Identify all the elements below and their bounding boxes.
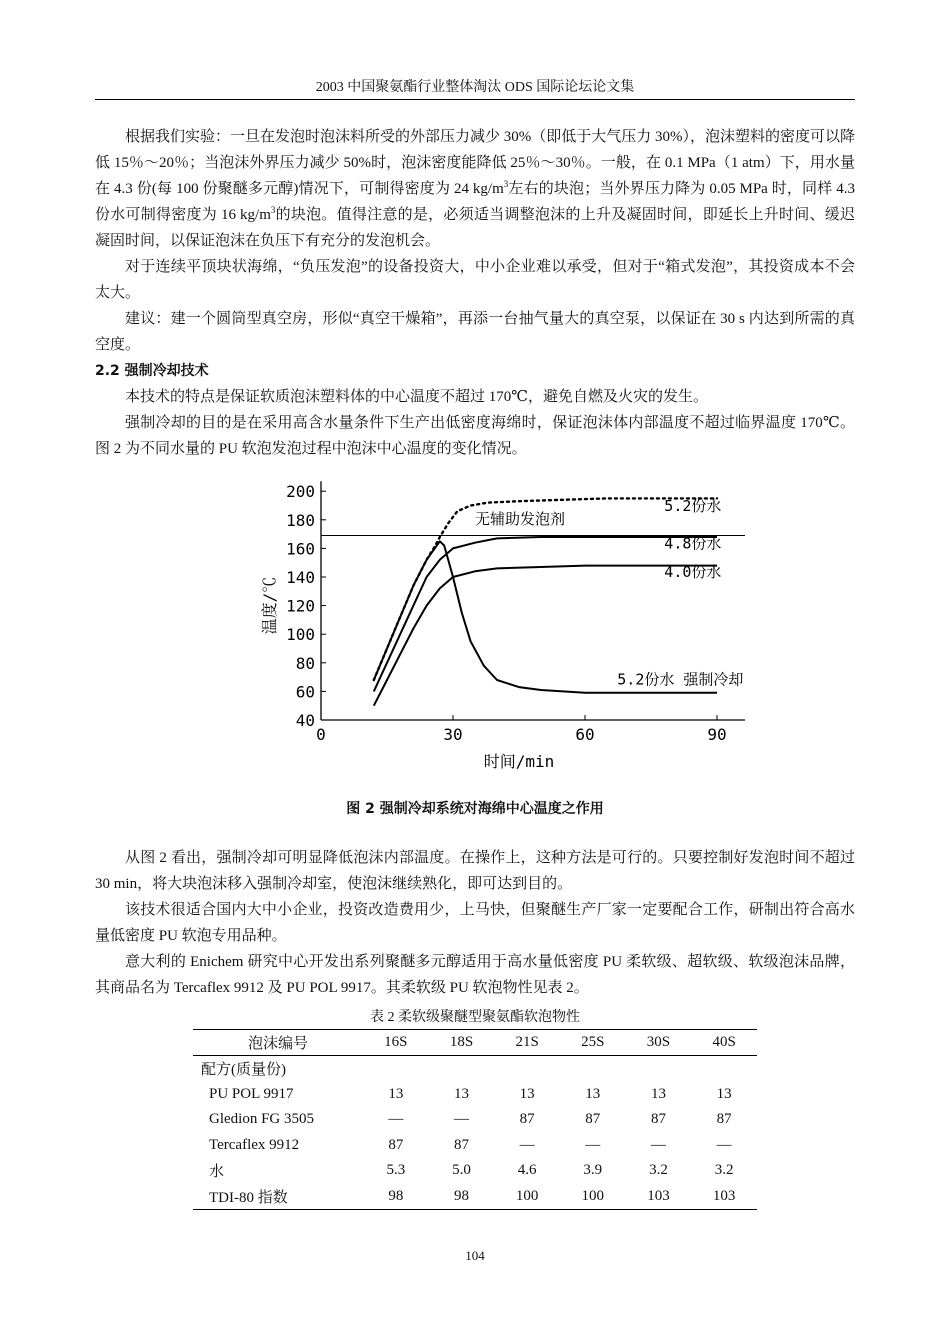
figure-caption: 图 2 强制冷却系统对海绵中心温度之作用 bbox=[346, 801, 604, 817]
table-cell: 98 bbox=[363, 1184, 429, 1210]
paragraph-4: 本技术的特点是保证软质泡沫塑料体的中心温度不超过 170℃，避免自燃及火灾的发生。 bbox=[125, 389, 709, 405]
table-cell: 103 bbox=[626, 1184, 692, 1210]
row-label: Gledion FG 3505 bbox=[209, 1111, 314, 1128]
paragraph-2: 对于连续平顶块状海绵，“负压发泡”的设备投资大，中小企业难以承受，但对于“箱式发泡”，其投资成本不会太大。 bbox=[95, 259, 855, 301]
table-cell: 3.2 bbox=[649, 1162, 668, 1179]
table-cell: 87 bbox=[650, 1111, 666, 1128]
header-cell: 16S bbox=[363, 1030, 429, 1056]
table-cell: 103 bbox=[691, 1184, 757, 1210]
body-text-bottom bbox=[95, 845, 855, 1001]
header-cell: 21S bbox=[494, 1030, 560, 1056]
table-header-row bbox=[193, 1030, 757, 1056]
y-tick-label: 100 bbox=[286, 625, 315, 645]
page-number: 104 bbox=[465, 1248, 485, 1263]
y-axis-label: 温度/℃ bbox=[260, 576, 279, 635]
table-cell: 13 bbox=[716, 1085, 732, 1102]
table-cell: 13 bbox=[585, 1085, 601, 1102]
x-tick-label: 30 bbox=[443, 725, 463, 744]
header-cell: 30S bbox=[626, 1030, 692, 1056]
table-cell: 87 bbox=[519, 1111, 535, 1128]
section-heading: 2.2 强制冷却技术 bbox=[95, 363, 209, 379]
table-cell: 87 bbox=[453, 1136, 469, 1153]
y-tick-label: 180 bbox=[286, 510, 315, 530]
table-caption: 表 2 柔软级聚醚型聚氨酯软泡物性 bbox=[370, 1010, 580, 1025]
series-annotation: 5.2份水 bbox=[664, 497, 722, 516]
series-line-2 bbox=[374, 537, 717, 691]
table-cell: 87 bbox=[585, 1111, 601, 1128]
table-cell: 13 bbox=[650, 1085, 666, 1102]
series-annotation: 4.0份水 bbox=[664, 563, 722, 581]
table-cell: 98 bbox=[429, 1184, 495, 1210]
table-cell: 5.0 bbox=[452, 1162, 471, 1179]
running-header: 2003 中国聚氨酯行业整体淘汰 ODS 国际论坛论文集 bbox=[315, 80, 635, 95]
row-label: Tercaflex 9912 bbox=[209, 1136, 300, 1153]
table-row bbox=[193, 1082, 757, 1108]
row-label: 水 bbox=[209, 1164, 225, 1181]
row-label: PU POL 9917 bbox=[209, 1085, 294, 1102]
body-text-top bbox=[95, 124, 855, 462]
paragraph-7: 该技术很适合国内大中小企业，投资改造费用少，上马快，但聚醚生产厂家一定要配合工作，研制出符合高水量低密度 PU 软泡专用品种。 bbox=[95, 902, 855, 944]
x-tick-label: 0 bbox=[316, 725, 326, 744]
table-cell: — bbox=[585, 1136, 601, 1153]
y-tick-label: 60 bbox=[295, 682, 315, 702]
table-group-row bbox=[193, 1056, 757, 1082]
x-tick-label: 60 bbox=[575, 725, 595, 744]
table-cell: 100 bbox=[494, 1184, 560, 1210]
table-cell: 100 bbox=[560, 1184, 626, 1210]
table-cell: — bbox=[650, 1136, 666, 1153]
table-row bbox=[193, 1133, 757, 1159]
y-tick-label: 40 bbox=[295, 711, 315, 730]
header-cell: 40S bbox=[691, 1030, 757, 1056]
table-cell: 3.9 bbox=[583, 1162, 603, 1179]
paragraph-8: 意大利的 Enichem 研究中心开发出系列聚醚多元醇适用于高水量低密度 PU 柔软级、超软级、软级泡沫品牌，其商品名为 Tercaflex 9912 及 PU POL 9917。其柔软级 PU 软泡物性见表 2。 bbox=[95, 954, 855, 996]
figure-2 bbox=[250, 470, 770, 780]
header-cell: 泡沫编号 bbox=[193, 1030, 363, 1056]
table-row bbox=[193, 1184, 757, 1210]
table-cell: 5.3 bbox=[386, 1162, 406, 1179]
table-cell: 3.2 bbox=[714, 1162, 734, 1179]
y-tick-label: 120 bbox=[286, 596, 315, 616]
table-cell: 87 bbox=[716, 1111, 732, 1128]
x-axis-label: 时间/min bbox=[483, 752, 555, 771]
header-rule bbox=[95, 99, 855, 100]
table-cell: 4.6 bbox=[517, 1162, 537, 1179]
series-annotation: 4.8份水 bbox=[664, 534, 722, 553]
table-cell: — bbox=[388, 1111, 404, 1128]
header-cell: 18S bbox=[429, 1030, 495, 1056]
x-tick-label: 90 bbox=[707, 725, 727, 744]
paragraph-1: 根据我们实验：一旦在发泡时泡沫料所受的外部压力减少 30%（即低于大气压力 30%），泡沫塑料的密度可以降低 15％～20％；当泡沫外界压力减少 50%时，泡沫密度能降低 25％～30％。一般，在 0.1 MPa（1 atm）下，用水量在 4.3 份(每 100 份聚醚多元醇)情况下，可制得密度为 24 $kg/m^3$左右的块泡；当外界压力降为 0.05 MPa 时，同样 4.3 份水可制得密度为 16 $kg/m^3$的块泡。值得注意的是，必须适当调整泡沫的上升及凝固时间，即延长上升时间、缓迟凝固时间，以保证泡沫在负压下有充分的发泡机会。 bbox=[95, 129, 856, 249]
header-cell: 25S bbox=[560, 1030, 626, 1056]
row-label: TDI-80 指数 bbox=[193, 1184, 363, 1210]
temperature-chart bbox=[250, 470, 770, 780]
table-cell: — bbox=[716, 1136, 732, 1153]
paragraph-3: 建议：建一个圆筒型真空房，形似“真空干燥箱”，再添一台抽气量大的真空泵，以保证在 30 s 内达到所需的真空度。 bbox=[95, 311, 855, 353]
table-cell: 13 bbox=[388, 1085, 404, 1102]
properties-table bbox=[193, 1029, 757, 1210]
y-tick-label: 200 bbox=[286, 482, 315, 502]
paragraph-6: 从图 2 看出，强制冷却可明显降低泡沫内部温度。在操作上，这种方法是可行的。只要控制好发泡时间不超过 30 min，将大块泡沫移入强制冷却室，使泡沫继续熟化，即可达到目的。 bbox=[95, 850, 855, 892]
group-label: 配方(质量份) bbox=[201, 1062, 286, 1079]
table-cell: 13 bbox=[453, 1085, 469, 1102]
y-tick-label: 160 bbox=[286, 539, 315, 559]
table-row bbox=[193, 1158, 757, 1184]
series-annotation: 5.2份水 强制冷却 bbox=[617, 670, 744, 689]
series-annotation: 无辅助发泡剂 bbox=[475, 510, 566, 529]
y-tick-label: 80 bbox=[295, 653, 315, 673]
table-cell: 13 bbox=[519, 1085, 535, 1102]
table-cell: 87 bbox=[388, 1136, 404, 1153]
table-cell: — bbox=[519, 1136, 535, 1153]
table-cell: — bbox=[453, 1111, 469, 1128]
y-tick-label: 140 bbox=[286, 568, 315, 587]
table-row bbox=[193, 1107, 757, 1133]
paragraph-5: 强制冷却的目的是在采用高含水量条件下生产出低密度海绵时，保证泡沫体内部温度不超过临界温度 170℃。图 2 为不同水量的 PU 软泡发泡过程中泡沫中心温度的变化情况。 bbox=[95, 415, 855, 457]
